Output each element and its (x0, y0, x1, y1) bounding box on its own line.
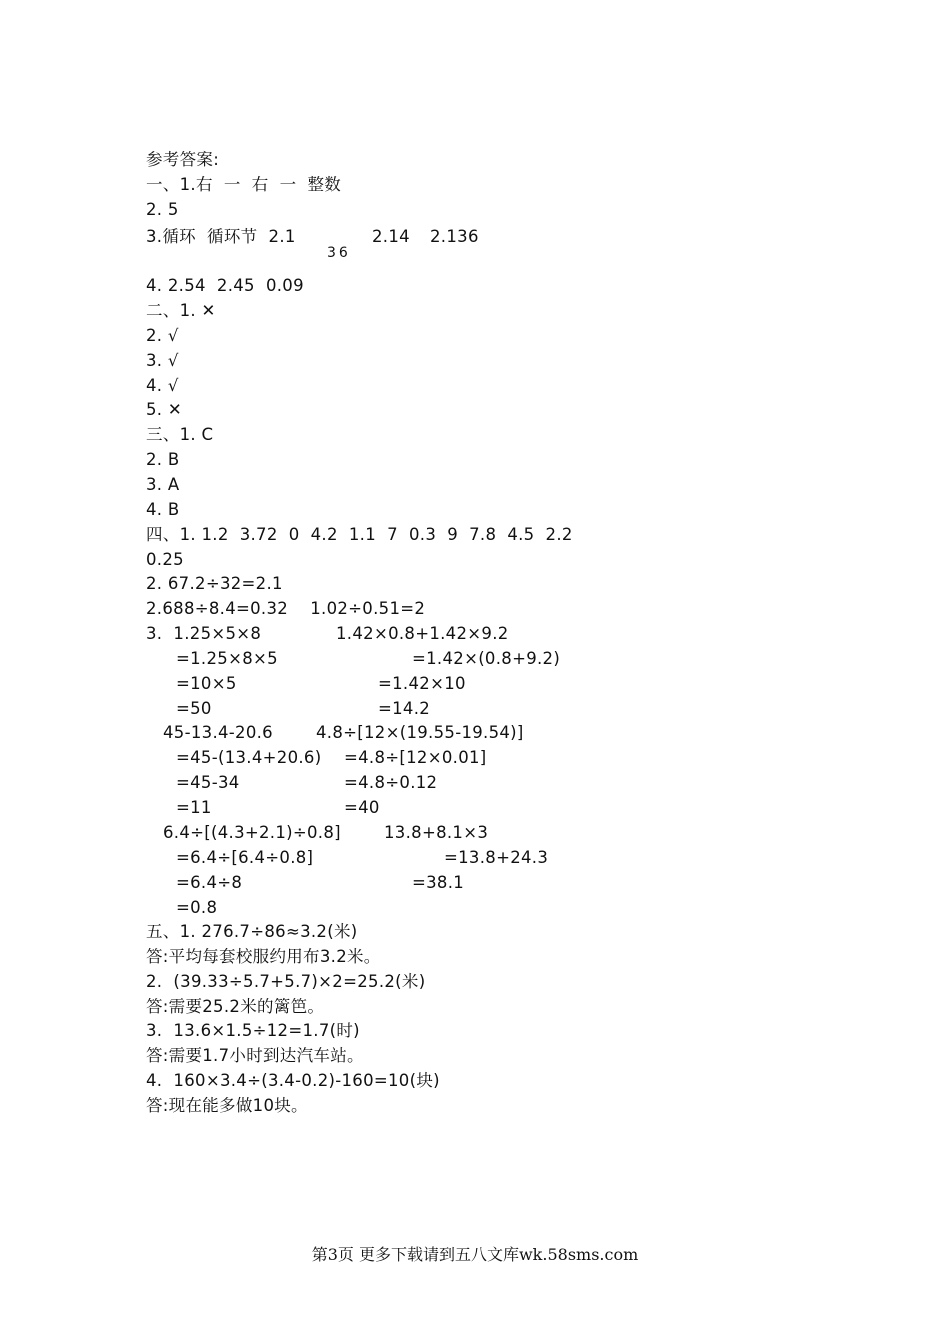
calc-step: =11 (176, 798, 212, 817)
calc-expression: 3. 1.25×5×8 (146, 624, 262, 643)
answer-line: 五、1. 276.7÷86≈3.2(米) (146, 922, 358, 941)
answer-line: 4. 160×3.4÷(3.4-0.2)-160=10(块) (146, 1071, 440, 1090)
answer-line: 一、1.右 一 右 一 整数 (146, 175, 342, 194)
answer-sentence: 答:需要1.7小时到达汽车站。 (146, 1046, 364, 1065)
calc-step: =40 (344, 798, 380, 817)
answer-sentence: 答:现在能多做10块。 (146, 1096, 308, 1115)
answer-line: 2. (39.33÷5.7+5.7)×2=25.2(米) (146, 972, 426, 991)
answer-line: 2. √ (146, 326, 179, 345)
answer-value: 2.14 (372, 227, 410, 246)
answer-line: 2.688÷8.4=0.32 1.02÷0.51=2 (146, 599, 426, 618)
answer-line: 0.25 (146, 550, 184, 569)
calc-step: =4.8÷0.12 (344, 773, 438, 792)
answer-line: 2. B (146, 450, 180, 469)
answer-line: 4. √ (146, 376, 179, 395)
calc-step: =6.4÷8 (176, 873, 243, 892)
calc-step: =45-34 (176, 773, 240, 792)
calc-step: =45-(13.4+20.6) (176, 748, 322, 767)
answer-heading: 参考答案: (146, 150, 220, 169)
answer-line: 3.循环 循环节 2.1 (146, 227, 296, 246)
calc-step: =38.1 (412, 873, 465, 892)
answer-line: 三、1. C (146, 425, 214, 444)
answer-line: 4. B (146, 500, 180, 519)
answer-line: 3. 13.6×1.5÷12=1.7(时) (146, 1021, 360, 1040)
calc-expression: 45-13.4-20.6 (163, 723, 273, 742)
calc-expression: 1.42×0.8+1.42×9.2 (336, 624, 509, 643)
page-footer: 第3页 更多下载请到五八文库wk.58sms.com (311, 1245, 639, 1264)
answer-line: 2. 5 (146, 200, 179, 219)
answer-line: 3. A (146, 475, 180, 494)
calc-step: =50 (176, 699, 212, 718)
answer-line: 4. 2.54 2.45 0.09 (146, 276, 304, 295)
answer-line: 二、1. ✕ (146, 301, 216, 320)
calc-step: =10×5 (176, 674, 237, 693)
answer-line: 四、1. 1.2 3.72 0 4.2 1.1 7 0.3 9 7.8 4.5 2.2 (146, 525, 573, 544)
answer-line: 5. ✕ (146, 400, 183, 419)
answer-line: 2. 67.2÷32=2.1 (146, 574, 283, 593)
answer-sentence: 答:平均每套校服约用布3.2米。 (146, 947, 381, 966)
calc-step: =4.8÷[12×0.01] (344, 748, 487, 767)
calc-step: =1.42×10 (378, 674, 466, 693)
calc-step: =14.2 (378, 699, 431, 718)
calc-step: =13.8+24.3 (444, 848, 549, 867)
repeating-digits: 36 (327, 245, 351, 261)
answer-line: 3. √ (146, 351, 179, 370)
calc-step: =1.42×(0.8+9.2) (412, 649, 561, 668)
calc-step: =1.25×8×5 (176, 649, 278, 668)
calc-expression: 13.8+8.1×3 (384, 823, 489, 842)
calc-expression: 4.8÷[12×(19.55-19.54)] (316, 723, 524, 742)
answer-value: 2.136 (430, 227, 479, 246)
calc-expression: 6.4÷[(4.3+2.1)÷0.8] (163, 823, 341, 842)
answer-sentence: 答:需要25.2米的篱笆。 (146, 997, 325, 1016)
calc-step: =6.4÷[6.4÷0.8] (176, 848, 314, 867)
calc-step: =0.8 (176, 898, 218, 917)
